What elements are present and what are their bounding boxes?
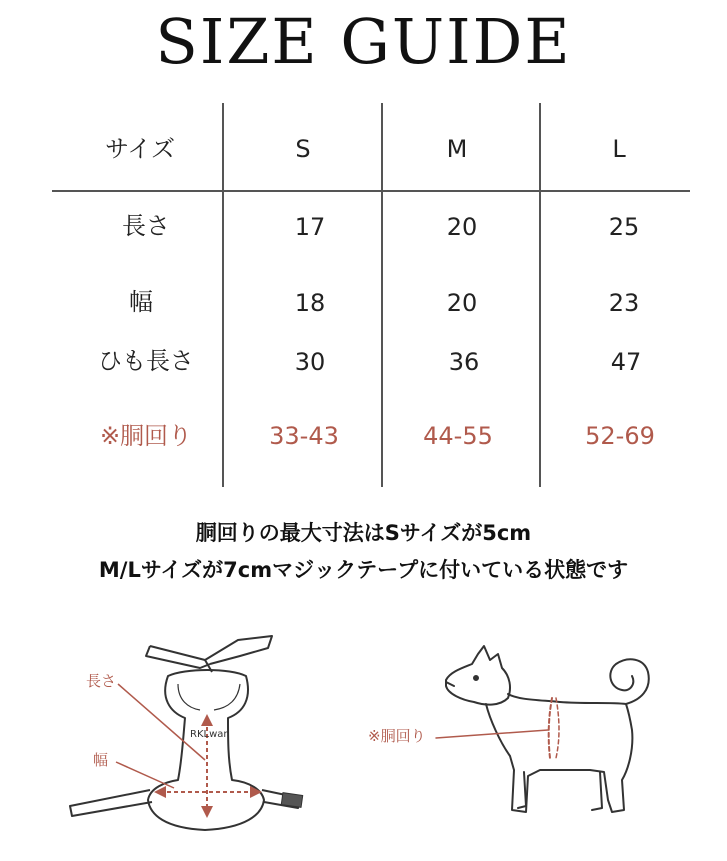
cell-length-l: 25 <box>608 213 640 241</box>
note-line-1: 胴回りの最大寸法はSサイズが5cm <box>195 521 532 545</box>
page-title: SIZE GUIDE <box>155 5 572 78</box>
row-label-width: 幅 <box>129 288 153 316</box>
length-label: 長さ <box>86 672 117 690</box>
row-label-length: 長さ <box>122 212 170 240</box>
cell-width-l: 23 <box>608 289 640 317</box>
row-label-strap-length: ひも長さ <box>98 347 194 375</box>
cell-strap-s: 30 <box>294 348 326 376</box>
cell-strap-m: 36 <box>448 348 480 376</box>
brand-label: RKLwan <box>190 729 230 740</box>
dog-diagram <box>436 646 649 812</box>
harness-diagram <box>70 636 303 830</box>
girth-label: ※胴回り <box>368 727 426 745</box>
width-label: 幅 <box>93 751 109 769</box>
row-label-girth: ※胴回り <box>99 422 193 450</box>
cell-width-m: 20 <box>446 289 478 317</box>
cell-girth-s: 33-43 <box>269 422 339 450</box>
header-l: L <box>612 135 626 163</box>
header-m: M <box>446 135 468 163</box>
cell-length-s: 17 <box>294 213 326 241</box>
cell-width-s: 18 <box>294 289 326 317</box>
header-s: S <box>295 135 311 163</box>
cell-girth-l: 52-69 <box>585 422 655 450</box>
header-size: サイズ <box>104 135 176 163</box>
cell-girth-m: 44-55 <box>423 422 493 450</box>
note-line-2: M/Lサイズが7cmマジックテープに付いている状態です <box>98 558 629 582</box>
cell-length-m: 20 <box>446 213 478 241</box>
cell-strap-l: 47 <box>610 348 642 376</box>
